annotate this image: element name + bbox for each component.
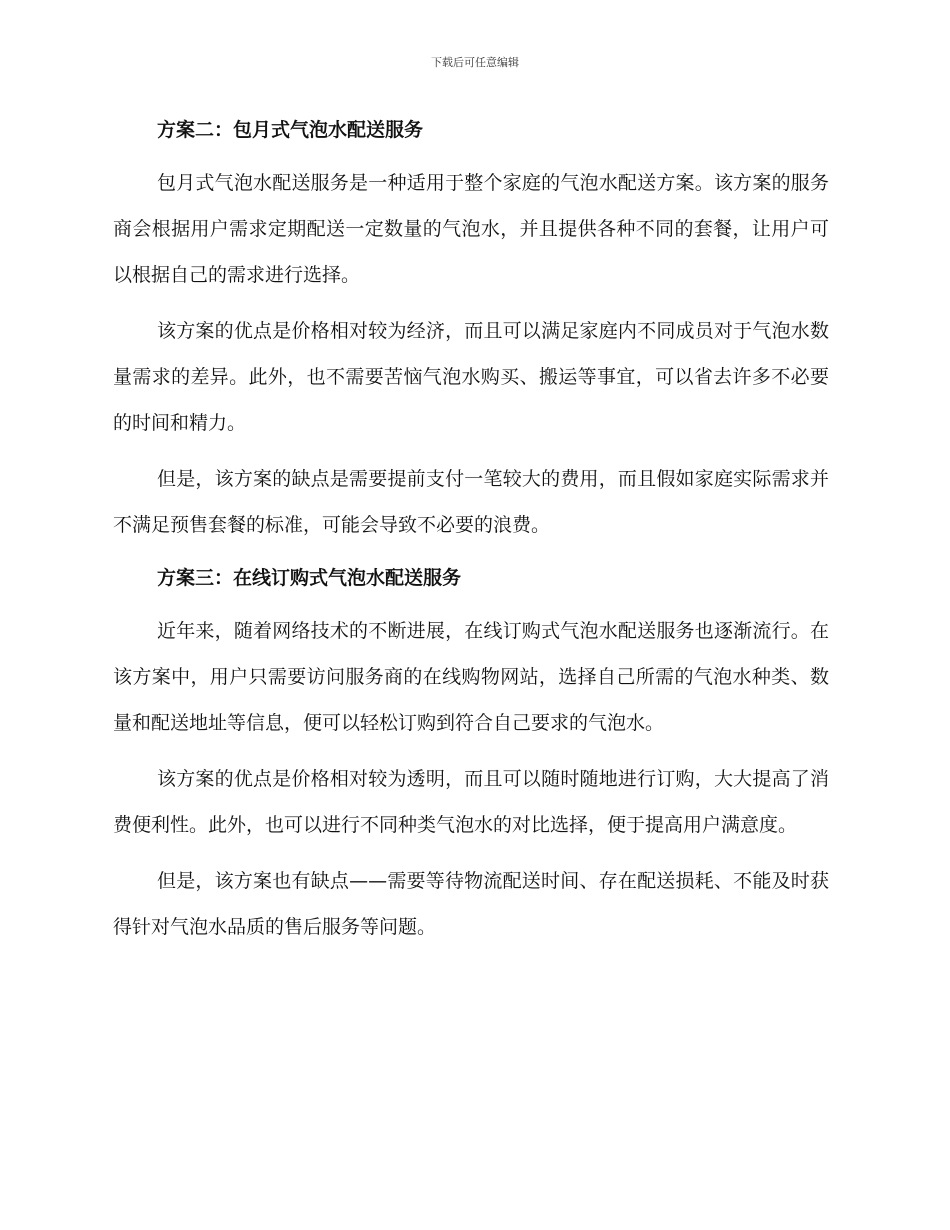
paragraph: 但是，该方案也有缺点——需要等待物流配送时间、存在配送损耗、不能及时获得针对气泡水品质的售后服务等问题。 bbox=[113, 870, 829, 938]
document-body bbox=[113, 110, 829, 950]
section-heading-plan2: 方案二：包月式气泡水配送服务 bbox=[157, 119, 424, 141]
paragraph: 近年来，随着网络技术的不断进展，在线订购式气泡水配送服务也逐渐流行。在该方案中，用户只需要访问服务商的在线购物网站，选择自己所需的气泡水种类、数量和配送地址等信息，便可以轻松订购到符合自己要求的气泡水。 bbox=[113, 620, 829, 734]
paragraph: 该方案的优点是价格相对较为透明，而且可以随时随地进行订购，大大提高了消费便利性。此外，也可以进行不同种类气泡水的对比选择，便于提高用户满意度。 bbox=[113, 768, 829, 836]
paragraph: 包月式气泡水配送服务是一种适用于整个家庭的气泡水配送方案。该方案的服务商会根据用户需求定期配送一定数量的气泡水，并且提供各种不同的套餐，让用户可以根据自己的需求进行选择。 bbox=[113, 172, 829, 286]
section-heading-plan3: 方案三：在线订购式气泡水配送服务 bbox=[157, 567, 462, 589]
paragraph: 该方案的优点是价格相对较为经济，而且可以满足家庭内不同成员对于气泡水数量需求的差异。此外，也不需要苦恼气泡水购买、搬运等事宜，可以省去许多不必要的时间和精力。 bbox=[113, 320, 829, 434]
page-header-note: 下载后可任意编辑 bbox=[431, 56, 519, 69]
paragraph: 但是，该方案的缺点是需要提前支付一笔较大的费用，而且假如家庭实际需求并不满足预售套餐的标准，可能会导致不必要的浪费。 bbox=[113, 468, 829, 536]
